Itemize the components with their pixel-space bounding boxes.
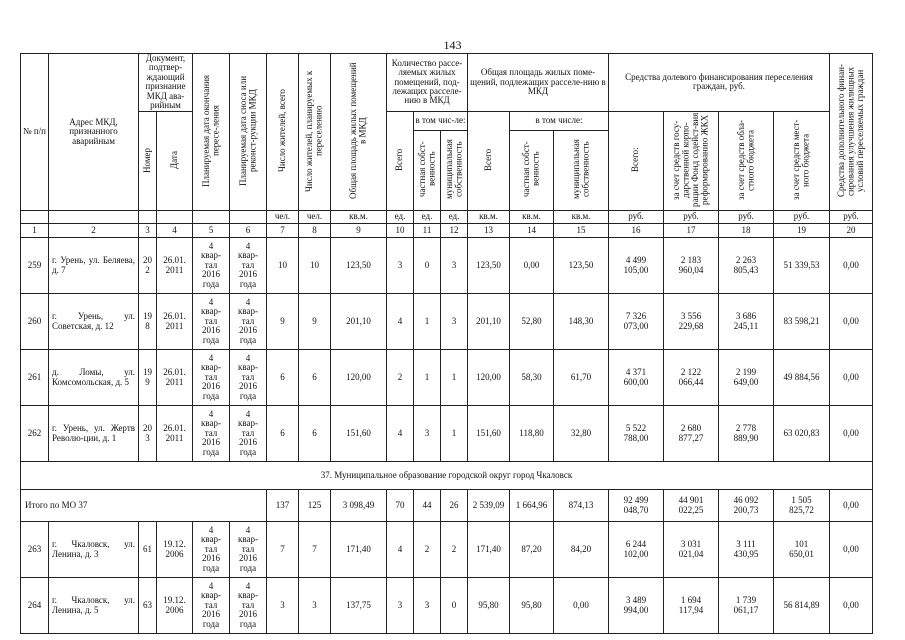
cell-area: 137,75	[331, 578, 387, 634]
subtotal-f-fsr: 44 901 022,25	[664, 490, 719, 522]
cell-demol: 4 квар- тал 2016 года	[230, 238, 267, 294]
hdr-total-area	[331, 54, 387, 211]
rows-group-b	[21, 522, 873, 634]
hdr-residents-planned-text: Число жителей, планируемых к переселению	[304, 70, 324, 192]
hdr-fund-total-text: Всего:	[630, 147, 641, 172]
unit-cell: ед.	[387, 211, 414, 224]
cell-rooms-total: 4	[387, 522, 414, 578]
cell-rooms-municipal: 2	[441, 522, 468, 578]
hdr-doc-date	[157, 111, 193, 210]
cell-rooms-private: 2	[414, 522, 441, 578]
cell-f-total: 6 244 102,00	[609, 522, 664, 578]
cell-rooms-municipal: 3	[441, 238, 468, 294]
subtotal-body	[21, 490, 873, 522]
cell-s-total: 201,10	[468, 294, 510, 350]
hdr-area-municipal-text: муниципальная собственность	[570, 139, 590, 200]
subtotal-res-total: 137	[267, 490, 299, 522]
hdr-residents-total-text: Число жителей, всего	[276, 89, 287, 173]
column-number: 2	[49, 224, 139, 238]
cell-s-total: 171,40	[468, 522, 510, 578]
hdr-area-incl: в том числе:	[510, 111, 609, 130]
unit-cell	[193, 211, 230, 224]
hdr-residents-planned	[299, 54, 331, 211]
cell-area: 120,00	[331, 350, 387, 406]
unit-cell: руб.	[830, 211, 873, 224]
unit-cell	[139, 211, 157, 224]
cell-s-total: 120,00	[468, 350, 510, 406]
cell-num: 264	[21, 578, 49, 634]
header-row-2	[21, 111, 873, 130]
column-number: 11	[414, 224, 441, 238]
cell-end: 4 квар- тал 2016 года	[193, 238, 230, 294]
cell-rooms-total: 3	[387, 578, 414, 634]
column-number: 14	[510, 224, 554, 238]
hdr-planned-demolition-text: Планируемая дата сноса или реконст-рукции МКД	[237, 75, 257, 186]
subtotal-label: Итого по МО 37	[21, 490, 267, 522]
cell-rooms-municipal: 0	[441, 578, 468, 634]
column-number: 7	[267, 224, 299, 238]
column-number: 5	[193, 224, 230, 238]
cell-end: 4 квар- тал 2016 года	[193, 406, 230, 462]
cell-num: 262	[21, 406, 49, 462]
hdr-area-private-text: частная собст-венность	[521, 141, 541, 198]
cell-address: г. Урень, ул. Жертв Револю-ции, д. 1	[49, 406, 139, 462]
cell-f-total: 5 522 788,00	[609, 406, 664, 462]
cell-num: 259	[21, 238, 49, 294]
rows-group-a	[21, 238, 873, 462]
cell-rooms-municipal: 1	[441, 406, 468, 462]
cell-rooms-total: 3	[387, 238, 414, 294]
cell-doc-date: 19.12. 2006	[157, 578, 193, 634]
hdr-residents-total	[267, 54, 299, 211]
subtotal-f-extra: 0,00	[830, 490, 873, 522]
cell-rooms-total: 2	[387, 350, 414, 406]
cell-rooms-private: 1	[414, 294, 441, 350]
cell-f-total: 3 489 994,00	[609, 578, 664, 634]
cell-f-local: 101 650,01	[774, 522, 830, 578]
cell-rooms-private: 0	[414, 238, 441, 294]
unit-cell: кв.м.	[510, 211, 554, 224]
subtotal-area: 3 098,49	[331, 490, 387, 522]
cell-f-region: 2 199 649,00	[719, 350, 774, 406]
cell-s-total: 123,50	[468, 238, 510, 294]
cell-s-municipal: 61,70	[554, 350, 609, 406]
hdr-doc-number-text: Номер	[141, 147, 152, 173]
column-number: 16	[609, 224, 664, 238]
table-row	[21, 406, 873, 462]
cell-end: 4 квар- тал 2016 года	[193, 350, 230, 406]
hdr-area-total-text: Всего	[482, 148, 493, 171]
cell-doc-num: 19 8	[139, 294, 157, 350]
cell-end: 4 квар- тал 2016 года	[193, 578, 230, 634]
cell-f-extra: 0,00	[830, 238, 873, 294]
cell-res-total: 7	[267, 522, 299, 578]
cell-address: д. Ломы, ул. Комсомольская, д. 5	[49, 350, 139, 406]
cell-rooms-total: 4	[387, 294, 414, 350]
hdr-area-group: Общая площадь жилых поме-щений, подлежащих расселе-нию в МКД	[468, 54, 609, 112]
cell-rooms-municipal: 3	[441, 294, 468, 350]
hdr-doc-date-text: Дата	[168, 150, 179, 169]
units-body	[21, 211, 873, 238]
subtotal-row	[21, 490, 873, 522]
cell-area: 171,40	[331, 522, 387, 578]
column-number: 18	[719, 224, 774, 238]
column-number: 6	[230, 224, 267, 238]
cell-doc-date: 19.12. 2006	[157, 522, 193, 578]
subtotal-f-local: 1 505 825,72	[774, 490, 830, 522]
cell-area: 151,60	[331, 406, 387, 462]
column-number: 13	[468, 224, 510, 238]
table-row	[21, 578, 873, 634]
cell-f-region: 3 686 245,11	[719, 294, 774, 350]
unit-cell: руб.	[609, 211, 664, 224]
subtotal-rooms-total: 70	[387, 490, 414, 522]
cell-doc-date: 26.01. 2011	[157, 294, 193, 350]
cell-end: 4 квар- тал 2016 года	[193, 294, 230, 350]
hdr-fund-local-text: за счет средств мест-ного бюджета	[791, 119, 811, 200]
cell-demol: 4 квар- тал 2016 года	[230, 350, 267, 406]
cell-address: г. Урень, ул. Советская, д. 12	[49, 294, 139, 350]
hdr-planned-end-text: Планируемая дата окончания пересе-ления	[200, 74, 220, 187]
cell-s-municipal: 84,20	[554, 522, 609, 578]
cell-f-region: 3 111 430,95	[719, 522, 774, 578]
unit-cell	[49, 211, 139, 224]
cell-res-total: 6	[267, 406, 299, 462]
column-number-row	[21, 224, 873, 238]
column-number: 1	[21, 224, 49, 238]
column-number: 17	[664, 224, 719, 238]
column-number: 8	[299, 224, 331, 238]
unit-cell: руб.	[774, 211, 830, 224]
cell-doc-num: 20 2	[139, 238, 157, 294]
hdr-fund-fsr	[664, 111, 719, 210]
cell-s-private: 0,00	[510, 238, 554, 294]
cell-s-municipal: 0,00	[554, 578, 609, 634]
unit-cell: ед.	[414, 211, 441, 224]
cell-s-municipal: 123,50	[554, 238, 609, 294]
cell-res-planned: 9	[299, 294, 331, 350]
column-number: 4	[157, 224, 193, 238]
cell-f-local: 63 020,83	[774, 406, 830, 462]
cell-f-region: 2 778 889,90	[719, 406, 774, 462]
subtotal-f-total: 92 499 048,70	[609, 490, 664, 522]
cell-f-extra: 0,00	[830, 294, 873, 350]
table-row	[21, 522, 873, 578]
cell-f-local: 83 598,21	[774, 294, 830, 350]
cell-doc-num: 63	[139, 578, 157, 634]
unit-cell: ед.	[441, 211, 468, 224]
hdr-rooms-municipal-text: муниципальная собственность	[443, 139, 463, 200]
units-row	[21, 211, 873, 224]
hdr-num: № п/п	[21, 54, 49, 211]
cell-rooms-private: 3	[414, 578, 441, 634]
cell-s-private: 118,80	[510, 406, 554, 462]
hdr-rooms-group: Количество рассе-ляемых жилых помещений, под-лежащих расселе-нию в МКД	[387, 54, 468, 112]
subtotal-rooms-private: 44	[414, 490, 441, 522]
cell-end: 4 квар- тал 2016 года	[193, 522, 230, 578]
hdr-doc-number	[139, 111, 157, 210]
cell-f-local: 56 814,89	[774, 578, 830, 634]
cell-demol: 4 квар- тал 2016 года	[230, 294, 267, 350]
hdr-area-private	[510, 131, 554, 211]
hdr-document: Документ, подтвер-ждающий признание МКД ава-рийным	[139, 54, 193, 112]
column-number: 20	[830, 224, 873, 238]
cell-doc-date: 26.01. 2011	[157, 238, 193, 294]
subtotal-res-planned: 125	[299, 490, 331, 522]
cell-demol: 4 квар- тал 2016 года	[230, 522, 267, 578]
unit-cell: чел.	[267, 211, 299, 224]
hdr-extra-funds-text: Средства дополнительного финан-сирования улучшения жилищных условий переселяемых граждан	[835, 64, 865, 198]
cell-doc-num: 61	[139, 522, 157, 578]
hdr-fund-total	[609, 111, 664, 210]
subtotal-s-total: 2 539,09	[468, 490, 510, 522]
cell-doc-date: 26.01. 2011	[157, 406, 193, 462]
cell-demol: 4 квар- тал 2016 года	[230, 578, 267, 634]
cell-res-total: 10	[267, 238, 299, 294]
hdr-address: Адрес МКД, признанного аварийным	[49, 54, 139, 211]
cell-f-total: 4 499 105,00	[609, 238, 664, 294]
cell-s-private: 87,20	[510, 522, 554, 578]
cell-f-region: 2 263 805,43	[719, 238, 774, 294]
cell-f-extra: 0,00	[830, 350, 873, 406]
page-number: 143	[443, 38, 462, 52]
cell-res-planned: 10	[299, 238, 331, 294]
cell-num: 261	[21, 350, 49, 406]
hdr-fund-local	[774, 111, 830, 210]
cell-f-fsr: 2 183 960,04	[664, 238, 719, 294]
hdr-rooms-incl: в том чис-ле:	[414, 111, 468, 130]
cell-num: 260	[21, 294, 49, 350]
hdr-rooms-private-text: частная собст-венность	[416, 141, 436, 198]
cell-demol: 4 квар- тал 2016 года	[230, 406, 267, 462]
cell-area: 123,50	[331, 238, 387, 294]
column-number: 10	[387, 224, 414, 238]
column-number: 19	[774, 224, 830, 238]
cell-f-total: 7 326 073,00	[609, 294, 664, 350]
unit-cell: кв.м.	[331, 211, 387, 224]
hdr-fund-fsr-text: за счет средств госу-дарственной корпо-рации Фонд содейст-вия реформированию ЖКХ	[671, 112, 710, 207]
cell-res-total: 9	[267, 294, 299, 350]
cell-f-extra: 0,00	[830, 578, 873, 634]
cell-f-fsr: 2 680 877,27	[664, 406, 719, 462]
cell-doc-num: 20 3	[139, 406, 157, 462]
cell-s-private: 58,30	[510, 350, 554, 406]
cell-f-fsr: 2 122 066,44	[664, 350, 719, 406]
cell-res-total: 6	[267, 350, 299, 406]
cell-res-planned: 3	[299, 578, 331, 634]
cell-f-extra: 0,00	[830, 522, 873, 578]
cell-address: г. Урень, ул. Беляева, д. 7	[49, 238, 139, 294]
subtotal-rooms-municipal: 26	[441, 490, 468, 522]
table-row	[21, 238, 873, 294]
cell-f-fsr: 3 031 021,04	[664, 522, 719, 578]
column-number: 9	[331, 224, 387, 238]
cell-rooms-municipal: 1	[441, 350, 468, 406]
cell-f-local: 49 884,56	[774, 350, 830, 406]
hdr-rooms-total-text: Всего	[394, 148, 405, 171]
unit-cell: чел.	[299, 211, 331, 224]
hdr-area-total	[468, 111, 510, 210]
table-row	[21, 350, 873, 406]
cell-area: 201,10	[331, 294, 387, 350]
cell-rooms-private: 1	[414, 350, 441, 406]
hdr-rooms-total	[387, 111, 414, 210]
cell-s-municipal: 32,80	[554, 406, 609, 462]
cell-res-planned: 7	[299, 522, 331, 578]
cell-res-total: 3	[267, 578, 299, 634]
hdr-extra-funds	[830, 54, 873, 211]
unit-cell: кв.м.	[468, 211, 510, 224]
hdr-fund-region-text: за счет средств обла-стного бюджета	[735, 119, 755, 200]
section-row	[21, 462, 873, 490]
column-number: 12	[441, 224, 468, 238]
unit-cell: руб.	[719, 211, 774, 224]
column-number: 15	[554, 224, 609, 238]
hdr-total-area-text: Общая площадь жилых помещений в МКД	[348, 62, 368, 200]
cell-s-municipal: 148,30	[554, 294, 609, 350]
unit-cell: руб.	[664, 211, 719, 224]
cell-f-local: 51 339,53	[774, 238, 830, 294]
subtotal-s-municipal: 874,13	[554, 490, 609, 522]
cell-res-planned: 6	[299, 350, 331, 406]
unit-cell: кв.м.	[554, 211, 609, 224]
hdr-rooms-private	[414, 131, 441, 211]
cell-s-total: 95,80	[468, 578, 510, 634]
table-row	[21, 294, 873, 350]
cell-f-extra: 0,00	[830, 406, 873, 462]
cell-f-region: 1 739 061,17	[719, 578, 774, 634]
section-body	[21, 462, 873, 490]
header-row-1	[21, 54, 873, 112]
hdr-fund-region	[719, 111, 774, 210]
cell-rooms-total: 4	[387, 406, 414, 462]
cell-s-private: 95,80	[510, 578, 554, 634]
hdr-rooms-municipal	[441, 131, 468, 211]
hdr-planned-end	[193, 54, 230, 211]
cell-f-total: 4 371 600,00	[609, 350, 664, 406]
subtotal-s-private: 1 664,96	[510, 490, 554, 522]
hdr-planned-demolition	[230, 54, 267, 211]
cell-rooms-private: 3	[414, 406, 441, 462]
hdr-area-municipal	[554, 131, 609, 211]
cell-address: г. Чкаловск, ул. Ленина, д. 3	[49, 522, 139, 578]
cell-f-fsr: 3 556 229,68	[664, 294, 719, 350]
column-number: 3	[139, 224, 157, 238]
resettlement-table	[20, 53, 873, 634]
unit-cell	[157, 211, 193, 224]
unit-cell	[21, 211, 49, 224]
cell-address: г. Чкаловск, ул. Ленина, д. 5	[49, 578, 139, 634]
cell-doc-date: 26.01. 2011	[157, 350, 193, 406]
hdr-funding-group: Средства долевого финансирования переселения граждан, руб.	[609, 54, 830, 112]
cell-s-private: 52,80	[510, 294, 554, 350]
section-title: 37. Муниципальное образование городской округ город Чкаловск	[21, 462, 873, 490]
cell-f-fsr: 1 694 117,94	[664, 578, 719, 634]
unit-cell	[230, 211, 267, 224]
cell-num: 263	[21, 522, 49, 578]
cell-s-total: 151,60	[468, 406, 510, 462]
cell-doc-num: 19 9	[139, 350, 157, 406]
subtotal-f-region: 46 092 200,73	[719, 490, 774, 522]
cell-res-planned: 6	[299, 406, 331, 462]
